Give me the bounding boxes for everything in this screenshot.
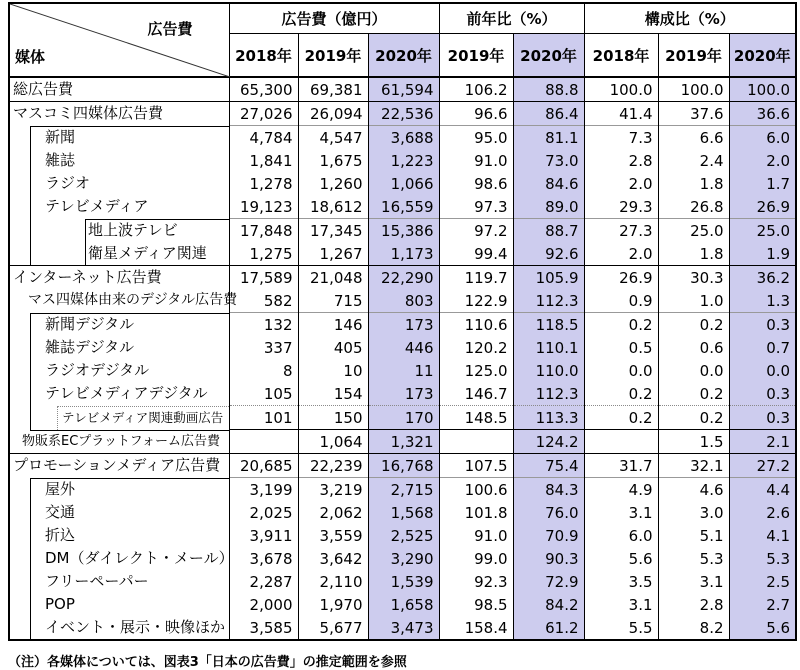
- value-cell: 132: [229, 313, 298, 337]
- table-row: [9, 195, 796, 219]
- value-cell: 0.2: [658, 313, 729, 337]
- value-cell: 3.0: [658, 501, 729, 524]
- table-row: [9, 266, 796, 290]
- value-cell: 0.2: [658, 382, 729, 406]
- table-row: [9, 126, 796, 150]
- value-cell: 3.1: [584, 593, 658, 616]
- value-cell: 19,123: [229, 195, 298, 219]
- table-row: [9, 149, 796, 172]
- value-cell: 119.7: [439, 266, 513, 290]
- hierarchy-line: [30, 336, 31, 359]
- value-cell: 5.6: [729, 616, 796, 640]
- value-cell: 18,612: [298, 195, 368, 219]
- value-cell: [439, 430, 513, 454]
- value-cell: 76.0: [513, 501, 584, 524]
- value-cell: 5.3: [729, 547, 796, 570]
- value-cell: 75.4: [513, 454, 584, 478]
- value-cell: 21,048: [298, 266, 368, 290]
- value-cell: 2.0: [729, 149, 796, 172]
- value-cell: 1,568: [368, 501, 439, 524]
- value-cell: 5.5: [584, 616, 658, 640]
- row-label: テレビメディア: [9, 195, 229, 219]
- value-cell: 3,911: [229, 524, 298, 547]
- value-cell: 1,675: [298, 149, 368, 172]
- value-cell: 27.2: [729, 454, 796, 478]
- value-cell: 25.0: [729, 219, 796, 243]
- value-cell: 158.4: [439, 616, 513, 640]
- table-row: [9, 547, 796, 570]
- row-label: DM（ダイレクト・メール）: [9, 547, 229, 570]
- value-cell: 11: [368, 359, 439, 382]
- table-row: [9, 593, 796, 616]
- value-cell: 0.0: [729, 359, 796, 382]
- value-cell: 27.3: [584, 219, 658, 243]
- value-cell: 446: [368, 336, 439, 359]
- value-cell: 1,173: [368, 242, 439, 266]
- value-cell: 73.0: [513, 149, 584, 172]
- value-cell: [229, 430, 298, 454]
- value-cell: 105: [229, 382, 298, 406]
- table-row: [9, 172, 796, 195]
- table-row: [9, 524, 796, 547]
- year-header: 2019年: [439, 34, 513, 78]
- group-top-line: [30, 430, 229, 431]
- table-row: [9, 382, 796, 406]
- value-cell: 3,473: [368, 616, 439, 640]
- value-cell: 1,658: [368, 593, 439, 616]
- value-cell: 84.2: [513, 593, 584, 616]
- row-label: 交通: [9, 501, 229, 524]
- value-cell: 29.3: [584, 195, 658, 219]
- hierarchy-line: [85, 219, 86, 243]
- value-cell: 120.2: [439, 336, 513, 359]
- hierarchy-line: [30, 524, 31, 547]
- table-row: [9, 102, 796, 126]
- value-cell: 8: [229, 359, 298, 382]
- value-cell: 112.3: [513, 289, 584, 313]
- value-cell: 1.8: [658, 172, 729, 195]
- value-cell: 2.8: [584, 149, 658, 172]
- value-cell: 2.5: [729, 570, 796, 593]
- value-cell: 92.6: [513, 242, 584, 266]
- group-top-line: [30, 313, 229, 314]
- value-cell: 2.0: [584, 172, 658, 195]
- value-cell: 5.6: [584, 547, 658, 570]
- value-cell: 2,287: [229, 570, 298, 593]
- table-row: [9, 430, 796, 454]
- value-cell: 3,290: [368, 547, 439, 570]
- value-cell: 99.4: [439, 242, 513, 266]
- value-cell: 16,768: [368, 454, 439, 478]
- value-cell: 107.5: [439, 454, 513, 478]
- table-row: [9, 359, 796, 382]
- value-cell: 110.6: [439, 313, 513, 337]
- hierarchy-line: [30, 195, 31, 219]
- value-cell: 100.6: [439, 478, 513, 502]
- value-cell: 1.3: [729, 289, 796, 313]
- value-cell: 122.9: [439, 289, 513, 313]
- value-cell: 5,677: [298, 616, 368, 640]
- value-cell: 0.0: [584, 359, 658, 382]
- year-header: 2020年: [513, 34, 584, 78]
- hierarchy-line: [57, 406, 58, 430]
- value-cell: 0.7: [729, 336, 796, 359]
- row-label: マス四媒体由来のデジタル広告費: [9, 289, 229, 313]
- value-cell: 4,784: [229, 126, 298, 150]
- value-cell: 0.2: [584, 382, 658, 406]
- table-row: [9, 454, 796, 478]
- year-header: 2020年: [368, 34, 439, 78]
- value-cell: 101: [229, 406, 298, 430]
- group-top-line: [30, 126, 229, 127]
- footnote: （注）各媒体については、図表3「日本の広告費」の推定範囲を参照: [8, 655, 407, 670]
- value-cell: 405: [298, 336, 368, 359]
- col-group-yoy: 前年比（%）: [439, 3, 584, 34]
- col-group-ad-expense: 広告費（億円）: [229, 3, 439, 34]
- value-cell: 10: [298, 359, 368, 382]
- row-label: マスコミ四媒体広告費: [9, 102, 229, 126]
- value-cell: 105.9: [513, 266, 584, 290]
- row-label: 総広告費: [9, 77, 229, 102]
- table-row: [9, 570, 796, 593]
- value-cell: 1,260: [298, 172, 368, 195]
- value-cell: 98.5: [439, 593, 513, 616]
- value-cell: 26.8: [658, 195, 729, 219]
- value-cell: 22,239: [298, 454, 368, 478]
- corner-label-media: 媒体: [15, 48, 46, 66]
- table-row: [9, 219, 796, 243]
- hierarchy-line: [30, 149, 31, 172]
- value-cell: 81.1: [513, 126, 584, 150]
- value-cell: 2.7: [729, 593, 796, 616]
- value-cell: 98.6: [439, 172, 513, 195]
- row-label: ラジオ: [9, 172, 229, 195]
- year-header: 2018年: [584, 34, 658, 78]
- row-label: POP: [9, 593, 229, 616]
- hierarchy-line: [30, 313, 31, 337]
- value-cell: 17,345: [298, 219, 368, 243]
- value-cell: 1.9: [729, 242, 796, 266]
- value-cell: 118.5: [513, 313, 584, 337]
- hierarchy-line: [30, 382, 31, 406]
- group-top-line: [85, 219, 229, 220]
- hierarchy-line: [30, 406, 31, 430]
- value-cell: 2.8: [658, 593, 729, 616]
- value-cell: 17,589: [229, 266, 298, 290]
- value-cell: 1,267: [298, 242, 368, 266]
- row-label: テレビメディアデジタル: [9, 382, 229, 406]
- row-label: テレビメディア関連動画広告: [9, 406, 229, 430]
- value-cell: 146.7: [439, 382, 513, 406]
- col-group-composition: 構成比（%）: [584, 3, 796, 34]
- value-cell: 6.0: [729, 126, 796, 150]
- value-cell: 0.2: [584, 313, 658, 337]
- table-row: [9, 77, 796, 102]
- row-label: 折込: [9, 524, 229, 547]
- value-cell: 97.2: [439, 219, 513, 243]
- value-cell: 2,000: [229, 593, 298, 616]
- value-cell: 2.4: [658, 149, 729, 172]
- year-header: 2018年: [229, 34, 298, 78]
- value-cell: 2.6: [729, 501, 796, 524]
- value-cell: 4.6: [658, 478, 729, 502]
- value-cell: 1,064: [298, 430, 368, 454]
- hierarchy-line: [30, 616, 31, 639]
- row-label: 雑誌: [9, 149, 229, 172]
- year-header: 2019年: [298, 34, 368, 78]
- value-cell: 100.0: [729, 77, 796, 102]
- value-cell: 146: [298, 313, 368, 337]
- value-cell: 7.3: [584, 126, 658, 150]
- hierarchy-line: [30, 501, 31, 524]
- value-cell: 17,848: [229, 219, 298, 243]
- value-cell: 3,688: [368, 126, 439, 150]
- value-cell: 4.9: [584, 478, 658, 502]
- value-cell: 31.7: [584, 454, 658, 478]
- value-cell: 1,539: [368, 570, 439, 593]
- value-cell: 1,970: [298, 593, 368, 616]
- value-cell: 1.0: [658, 289, 729, 313]
- value-cell: 2,715: [368, 478, 439, 502]
- hierarchy-line: [85, 242, 86, 265]
- value-cell: 3,585: [229, 616, 298, 640]
- table-row: [9, 313, 796, 337]
- value-cell: 173: [368, 313, 439, 337]
- value-cell: 1,278: [229, 172, 298, 195]
- year-header: 2019年: [658, 34, 729, 78]
- value-cell: 69,381: [298, 77, 368, 102]
- row-label: 雑誌デジタル: [9, 336, 229, 359]
- row-label: 物販系ECプラットフォーム広告費: [9, 430, 229, 454]
- value-cell: 84.6: [513, 172, 584, 195]
- value-cell: 0.3: [729, 382, 796, 406]
- year-header: 2020年: [729, 34, 796, 78]
- value-cell: 3.1: [584, 501, 658, 524]
- value-cell: 154: [298, 382, 368, 406]
- value-cell: 6.6: [658, 126, 729, 150]
- hierarchy-line: [30, 172, 31, 195]
- value-cell: 4,547: [298, 126, 368, 150]
- row-label: イベント・展示・映像ほか: [9, 616, 229, 640]
- row-label: 衛星メディア関連: [9, 242, 229, 266]
- value-cell: 1.5: [658, 430, 729, 454]
- value-cell: 61,594: [368, 77, 439, 102]
- value-cell: 92.3: [439, 570, 513, 593]
- value-cell: 27,026: [229, 102, 298, 126]
- value-cell: 113.3: [513, 406, 584, 430]
- corner-cell: [9, 3, 229, 77]
- row-label: 新聞: [9, 126, 229, 150]
- value-cell: 1,223: [368, 149, 439, 172]
- row-label: インターネット広告費: [9, 266, 229, 290]
- value-cell: 16,559: [368, 195, 439, 219]
- value-cell: 150: [298, 406, 368, 430]
- value-cell: 124.2: [513, 430, 584, 454]
- value-cell: 26.9: [729, 195, 796, 219]
- table-row: [9, 336, 796, 359]
- value-cell: 337: [229, 336, 298, 359]
- row-label: 新聞デジタル: [9, 313, 229, 337]
- value-cell: 37.6: [658, 102, 729, 126]
- value-cell: 30.3: [658, 266, 729, 290]
- value-cell: 110.1: [513, 336, 584, 359]
- value-cell: 1,066: [368, 172, 439, 195]
- value-cell: 3,559: [298, 524, 368, 547]
- hierarchy-line: [30, 242, 31, 265]
- value-cell: 25.0: [658, 219, 729, 243]
- value-cell: 22,290: [368, 266, 439, 290]
- value-cell: 112.3: [513, 382, 584, 406]
- row-label: 屋外: [9, 478, 229, 502]
- value-cell: 6.0: [584, 524, 658, 547]
- value-cell: 2,525: [368, 524, 439, 547]
- value-cell: 5.3: [658, 547, 729, 570]
- ad-expense-table: [8, 2, 797, 641]
- value-cell: 99.0: [439, 547, 513, 570]
- value-cell: 89.0: [513, 195, 584, 219]
- value-cell: 0.6: [658, 336, 729, 359]
- value-cell: 2.0: [584, 242, 658, 266]
- value-cell: 0.5: [584, 336, 658, 359]
- value-cell: 22,536: [368, 102, 439, 126]
- value-cell: 88.8: [513, 77, 584, 102]
- value-cell: 8.2: [658, 616, 729, 640]
- value-cell: 2,025: [229, 501, 298, 524]
- value-cell: 0.3: [729, 313, 796, 337]
- value-cell: 2,062: [298, 501, 368, 524]
- value-cell: 61.2: [513, 616, 584, 640]
- value-cell: 5.1: [658, 524, 729, 547]
- value-cell: 3,678: [229, 547, 298, 570]
- value-cell: 36.6: [729, 102, 796, 126]
- table-row: [9, 478, 796, 502]
- value-cell: 101.8: [439, 501, 513, 524]
- value-cell: 1,275: [229, 242, 298, 266]
- value-cell: 2.1: [729, 430, 796, 454]
- value-cell: 20,685: [229, 454, 298, 478]
- value-cell: 2,110: [298, 570, 368, 593]
- value-cell: 3,199: [229, 478, 298, 502]
- value-cell: 1.8: [658, 242, 729, 266]
- value-cell: 3.5: [584, 570, 658, 593]
- value-cell: 84.3: [513, 478, 584, 502]
- value-cell: 110.0: [513, 359, 584, 382]
- group-top-line: [30, 478, 229, 479]
- value-cell: 32.1: [658, 454, 729, 478]
- hierarchy-line: [30, 219, 31, 243]
- hierarchy-line: [30, 570, 31, 593]
- value-cell: 15,386: [368, 219, 439, 243]
- table-row: [9, 616, 796, 640]
- table-row: [9, 501, 796, 524]
- table-row: [9, 242, 796, 266]
- value-cell: 170: [368, 406, 439, 430]
- value-cell: 582: [229, 289, 298, 313]
- value-cell: 100.0: [584, 77, 658, 102]
- value-cell: 26.9: [584, 266, 658, 290]
- hierarchy-line: [30, 126, 31, 150]
- value-cell: 715: [298, 289, 368, 313]
- value-cell: 1,321: [368, 430, 439, 454]
- hierarchy-line: [30, 478, 31, 502]
- value-cell: 173: [368, 382, 439, 406]
- hierarchy-line: [30, 593, 31, 616]
- value-cell: 100.0: [658, 77, 729, 102]
- value-cell: 4.4: [729, 478, 796, 502]
- row-label: フリーペーパー: [9, 570, 229, 593]
- table-row: [9, 406, 796, 430]
- value-cell: [584, 430, 658, 454]
- value-cell: 0.3: [729, 406, 796, 430]
- value-cell: 0.2: [584, 406, 658, 430]
- value-cell: 0.0: [658, 359, 729, 382]
- value-cell: 41.4: [584, 102, 658, 126]
- value-cell: 3,642: [298, 547, 368, 570]
- value-cell: 0.9: [584, 289, 658, 313]
- value-cell: 88.7: [513, 219, 584, 243]
- value-cell: 72.9: [513, 570, 584, 593]
- value-cell: 36.2: [729, 266, 796, 290]
- value-cell: 125.0: [439, 359, 513, 382]
- value-cell: 96.6: [439, 102, 513, 126]
- value-cell: 91.0: [439, 524, 513, 547]
- value-cell: 70.9: [513, 524, 584, 547]
- value-cell: 148.5: [439, 406, 513, 430]
- row-label: 地上波テレビ: [9, 219, 229, 243]
- table-row: [9, 289, 796, 313]
- hierarchy-line: [30, 547, 31, 570]
- value-cell: 3,219: [298, 478, 368, 502]
- value-cell: 0.2: [658, 406, 729, 430]
- value-cell: 1.7: [729, 172, 796, 195]
- value-cell: 1,841: [229, 149, 298, 172]
- value-cell: 3.1: [658, 570, 729, 593]
- value-cell: 86.4: [513, 102, 584, 126]
- value-cell: 106.2: [439, 77, 513, 102]
- corner-label-expense: 広告費: [147, 20, 193, 38]
- row-label: プロモーションメディア広告費: [9, 454, 229, 478]
- group-header-row: [9, 3, 796, 34]
- value-cell: 91.0: [439, 149, 513, 172]
- value-cell: 65,300: [229, 77, 298, 102]
- hierarchy-line: [30, 359, 31, 382]
- row-label: ラジオデジタル: [9, 359, 229, 382]
- value-cell: 803: [368, 289, 439, 313]
- value-cell: 4.1: [729, 524, 796, 547]
- value-cell: 90.3: [513, 547, 584, 570]
- group-top-line: [57, 406, 229, 407]
- value-cell: 26,094: [298, 102, 368, 126]
- value-cell: 97.3: [439, 195, 513, 219]
- value-cell: 95.0: [439, 126, 513, 150]
